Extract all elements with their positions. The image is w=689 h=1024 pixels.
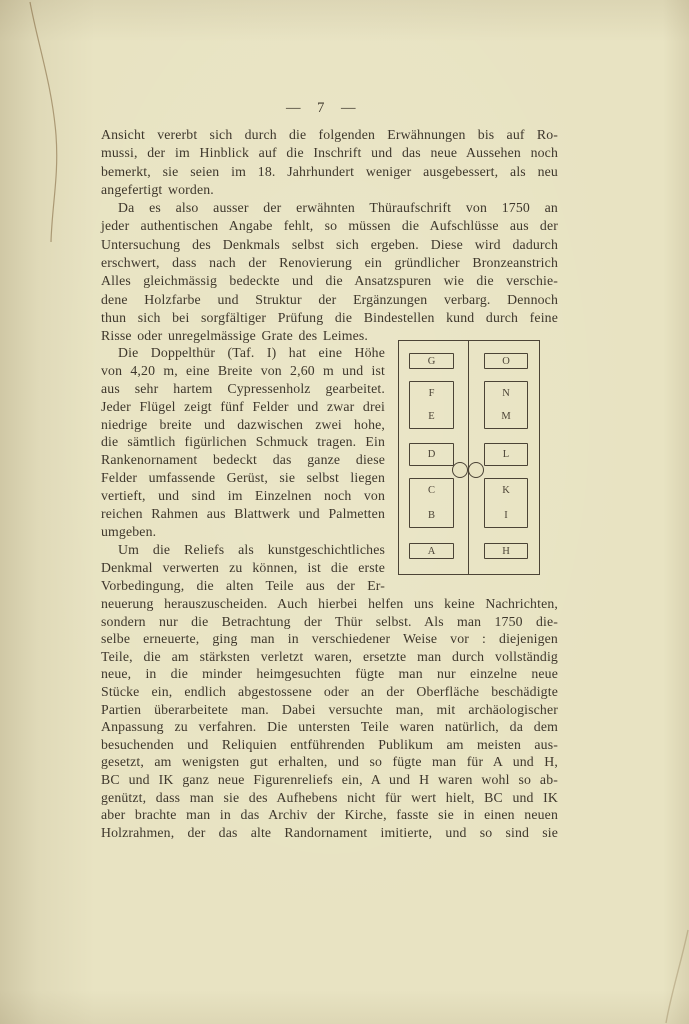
- text-line: thun sich bei sorgfältiger Prüfung die Bindestellen kund durch feine: [101, 309, 558, 325]
- text-line: gesetzt, am wenigsten gut erhalten, und so fügte man für A und H,: [101, 754, 558, 770]
- text-line: Vorbedingung, die alten Teile aus der Er-: [101, 577, 385, 593]
- text-line: Rankenornament bedeckt das ganze diese: [101, 452, 385, 468]
- text-line: jeder authentischen Angabe fehlt, so müssen die Aufschlüsse aus der: [101, 218, 558, 234]
- text-line: BC und IK ganz neue Figurenreliefs ein, A und H waren wohl so ab-: [101, 771, 558, 787]
- text-line: aus sehr hartem Cypressenholz gearbeitet.: [101, 380, 385, 396]
- text-line: Partien überarbeitete man. Dabei versuchte man, mit archäologischer: [101, 701, 558, 717]
- text-line: neuerung herauszuscheiden. Auch hierbei helfen uns keine Nachrichten,: [101, 596, 558, 611]
- text-block-bottom: [101, 596, 558, 842]
- panel-label: O: [502, 355, 510, 367]
- door-diagram-figure: [398, 340, 540, 575]
- text-line: neue, in die minder heimgesuchten fügte man nur einzelne neue: [101, 666, 558, 682]
- text-line: selbe erneuerte, ging man in verschiedener Weise vor : diejenigen: [101, 631, 558, 647]
- panel-label: A: [427, 545, 436, 557]
- text-line: sondern nur die Betrachtung der Thür selbst. Als man 1750 die-: [101, 613, 558, 629]
- panel-label: E: [428, 411, 435, 422]
- text-line: reichen Rahmen aus Blattwerk und Palmetten: [101, 506, 385, 522]
- text-line: Jeder Flügel zeigt fünf Felder und zwar drei: [101, 398, 385, 414]
- panel-label: G: [427, 355, 436, 367]
- door-knob-right: [468, 462, 484, 478]
- text-line: besuchenden und Reliquien entführenden Publikum am meisten aus-: [101, 736, 558, 752]
- door-panel-L: [484, 443, 528, 466]
- text-line: Risse oder unregelmässige Grate des Leimes.: [101, 328, 369, 344]
- door-knob-left: [452, 462, 468, 478]
- panel-label: K: [502, 485, 510, 496]
- text-line: die sämtlich figürlichen Schmuck tragen. Ein: [101, 434, 385, 450]
- text-line: niedrige breite und dazwischen zwei hohe,: [101, 416, 385, 432]
- panel-label: D: [427, 449, 436, 460]
- text-line: Stücke ein, endlich abgestossene oder an der Oberfläche beschädigte: [101, 683, 558, 699]
- panel-label: C: [427, 485, 435, 496]
- text-line: genützt, dass man sie des Aufhebens nicht für wert hielt, BC und IK: [101, 789, 558, 805]
- text-line: Alles gleichmässig bedeckte und die Ansatzspuren wie die verschie-: [101, 273, 558, 289]
- text-line: Um die Reliefs als kunstgeschichtliches: [118, 541, 385, 557]
- text-line: angefertigt worden.: [101, 181, 214, 197]
- door-right-leaf: [399, 341, 539, 574]
- door-panel-O: [484, 353, 528, 369]
- panel-label: L: [502, 449, 510, 460]
- text-line: Holzrahmen, der das alte Randornament imitierte, und so sind sie: [101, 824, 558, 840]
- door-panel-NM: [484, 381, 528, 429]
- panel-label: F: [428, 388, 435, 399]
- text-line: Teile, die am stärksten verletzt waren, ersetzte man durch vollständig: [101, 648, 558, 664]
- text-line: von 4,20 m, eine Breite von 2,60 m und ist: [101, 362, 385, 378]
- text-line: Felder umfassende Gerüst, sie selbst liegen: [101, 470, 385, 486]
- text-line: Ansicht vererbt sich durch die folgenden Erwähnungen bis auf Ro-: [101, 127, 558, 142]
- text-line: umgeben.: [101, 523, 157, 539]
- text-line: erschwert, dass nach der Renovierung ein gründlicher Bronzeanstrich: [101, 255, 558, 271]
- text-line: vertieft, und sind im Einzelnen noch von: [101, 488, 385, 504]
- text-line: Untersuchung des Denkmals selbst sich ergeben. Diese wird dadurch: [101, 236, 558, 252]
- text-line: Die Doppelthür (Taf. I) hat eine Höhe: [118, 345, 385, 360]
- text-block-beside-figure: [101, 345, 385, 595]
- paper-crease: [30, 2, 57, 242]
- text-line: Denkmal verwerten zu können, ist die erste: [101, 559, 385, 575]
- text-block-top: [101, 127, 558, 347]
- text-line: bemerkt, sie seien im 18. Jahrhundert weniger ausgebessert, als neu: [101, 163, 558, 179]
- text-line: dene Holzfarbe und Struktur der Ergänzungen verbarg. Dennoch: [101, 291, 558, 307]
- panel-label: M: [501, 411, 511, 422]
- text-line: Da es also ausser der erwähnten Thüraufschrift von 1750 an: [118, 200, 558, 216]
- panel-label: H: [502, 545, 510, 557]
- text-line: aber brachte man in das Archiv der Kirche, fasste sie in einen neuen: [101, 807, 558, 823]
- text-line: mussi, der im Hinblick auf die Inschrift und das neue Aussehen noch: [101, 145, 558, 161]
- door-panel-H: [484, 543, 528, 559]
- panel-label: I: [504, 510, 508, 521]
- page-corner-mark: [666, 930, 688, 1023]
- panel-label: B: [427, 510, 435, 521]
- door-panel-KI: [484, 478, 528, 528]
- text-line: Anpassung zu verfahren. Die untersten Teile waren natürlich, da dem: [101, 719, 558, 735]
- panel-label: N: [502, 388, 510, 399]
- page-number: — 7 —: [286, 100, 356, 116]
